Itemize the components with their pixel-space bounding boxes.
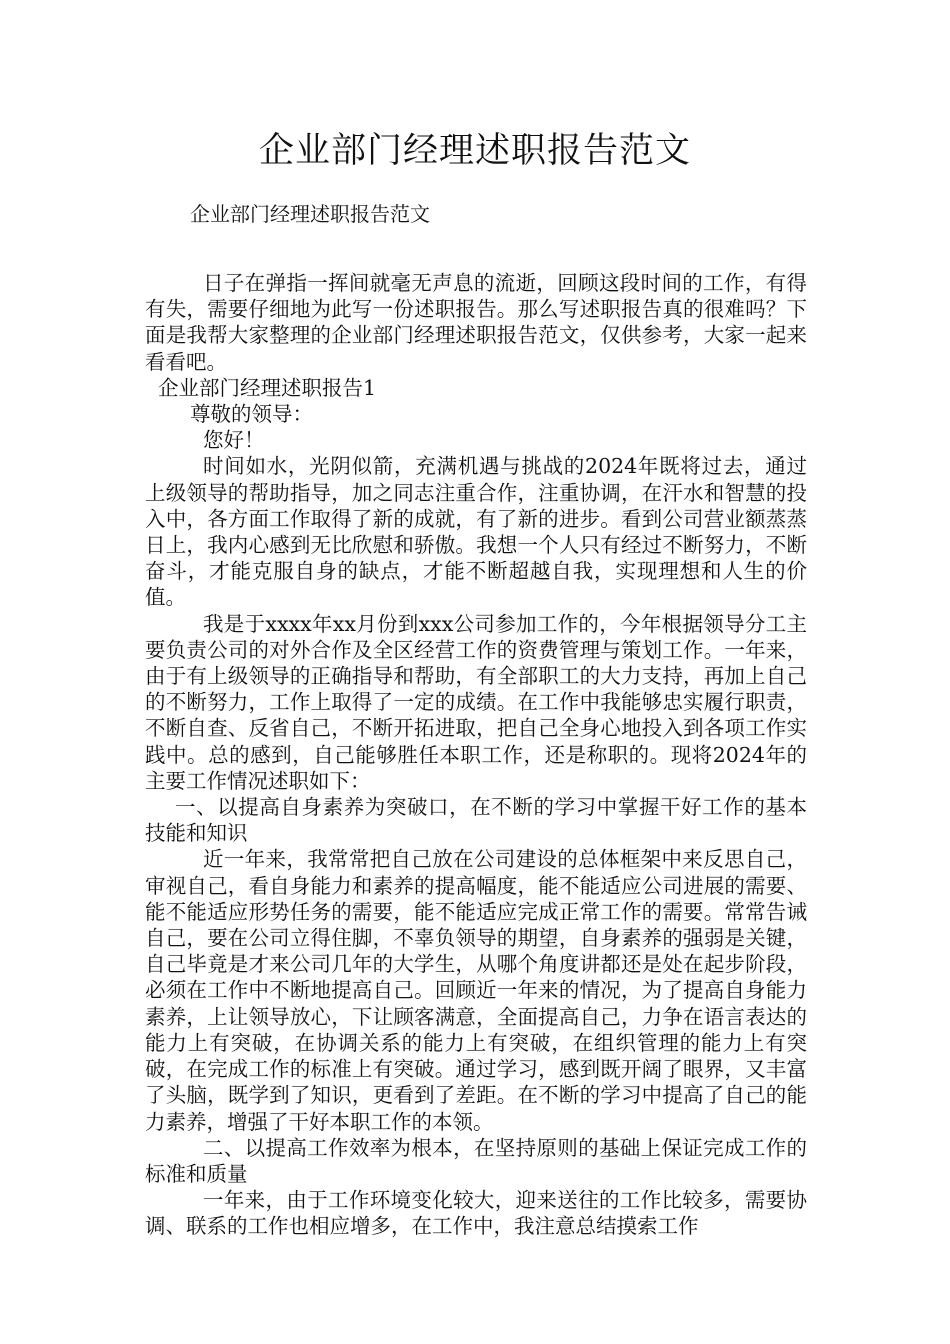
body-paragraph: 我是于xxxx年xx月份到xxx公司参加工作的，今年根据领导分工主要负责公司的对外合作及全区经营工作的资费管理与策划工作。一年来，由于有上级领导的正确指导和帮助，有全部职工的大力支持，再加上自己的不断努力，工作上取得了一定的成绩。在工作中我能够忠实履行职责，不断自查、反省自己，不断开拓进取，把自己全身心地投入到各项工作实践中。总的感到，自己能够胜任本职工作，还是称职的。现将2024年的主要工作情况述职如下： <box>145 611 807 793</box>
greeting: 您好！ <box>203 428 265 453</box>
report-heading: 企业部门经理述职报告1 <box>158 375 377 400</box>
section-heading: 一、以提高自身素养为突破口，在不断的学习中掌握干好工作的基本技能和知识 <box>145 795 807 846</box>
salutation: 尊敬的领导： <box>190 402 313 427</box>
body-paragraph: 时间如水，光阴似箭，充满机遇与挑战的2024年既将过去，通过上级领导的帮助指导，加之同志注重合作，注重协调，在汗水和智慧的投入中，各方面工作取得了新的成就，有了新的进步。看到公司营业额蒸蒸日上，我内心感到无比欣慰和骄傲。我想一个人只有经过不断努力，不断奋斗，才能克服自身的缺点，才能不断超越自我，实现理想和人生的价值。 <box>145 454 807 610</box>
intro-paragraph: 日子在弹指一挥间就毫无声息的流逝，回顾这段时间的工作，有得有失，需要仔细地为此写一份述职报告。那么写述职报告真的很难吗？下面是我帮大家整理的企业部门经理述职报告范文，仅供参考，大家一起来看看吧。 <box>145 271 807 374</box>
section-heading: 二、以提高工作效率为根本，在坚持原则的基础上保证完成工作的标准和质量 <box>145 1135 807 1186</box>
document-title: 企业部门经理述职报告范文 <box>258 131 691 171</box>
body-paragraph: 一年来，由于工作环境变化较大，迎来送往的工作比较多，需要协调、联系的工作也相应增多，在工作中，我注意总结摸索工作 <box>145 1188 807 1239</box>
document-body <box>145 270 807 1240</box>
document-subtitle: 企业部门经理述职报告范文 <box>190 202 430 226</box>
body-paragraph: 近一年来，我常常把自己放在公司建设的总体框架中来反思自己，审视自己，看自身能力和素养的提高幅度，能不能适应公司进展的需要、能不能适应形势任务的需要，能不能适应完成正常工作的需要。常常告诫自己，要在公司立得住脚，不辜负领导的期望，自身素养的强弱是关键，自己毕竟是才来公司几年的大学生，从哪个角度讲都还是处在起步阶段，必须在工作中不断地提高自己。回顾近一年来的情况，为了提高自身能力素养，上让领导放心，下让顾客满意，全面提高自己，力争在语言表达的能力上有突破，在协调关系的能力上有突破，在组织管理的能力上有突破，在完成工作的标准上有突破。通过学习，感到既开阔了眼界，又丰富了头脑，既学到了知识，更看到了差距。在不断的学习中提高了自己的能力素养，增强了干好本职工作的本领。 <box>145 847 807 1134</box>
